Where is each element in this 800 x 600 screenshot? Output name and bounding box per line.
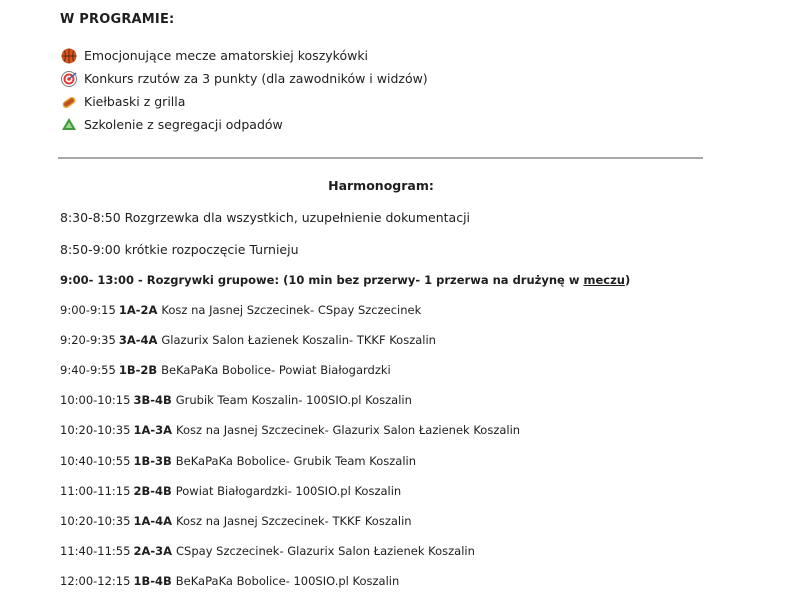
match-code: 1B-2B: [118, 363, 158, 377]
program-heading: W PROGRAMIE:: [60, 12, 175, 27]
match-time: 10:20-10:35: [60, 423, 131, 437]
match-code: 2B-4B: [133, 484, 172, 498]
schedule-intro-warmup: 8:30-8:50 Rozgrzewka dla wszystkich, uzupełnienie dokumentacji: [60, 210, 471, 225]
section-divider: [58, 157, 703, 159]
match-teams: Powiat Białogardzki- 100SIO.pl Koszalin: [175, 484, 402, 498]
match-teams: BeKaPaKa Bobolice- 100SIO.pl Koszalin: [175, 574, 400, 588]
match-code: 3B-4B: [133, 393, 172, 407]
match-row: [60, 514, 412, 528]
schedule-heading: Harmonogram:: [328, 178, 434, 193]
program-item-text: Emocjonujące mecze amatorskiej koszykówki: [84, 48, 369, 63]
match-teams: BeKaPaKa Bobolice- Grubik Team Koszalin: [175, 454, 417, 468]
sausage-icon: [60, 93, 78, 111]
match-row: [60, 574, 399, 588]
match-time: 10:40-10:55: [60, 454, 131, 468]
match-time: 9:20-9:35: [60, 333, 116, 347]
program-item-sausages: [60, 90, 428, 113]
match-row: [60, 423, 520, 437]
match-row: [60, 454, 416, 468]
program-item-text: Szkolenie z segregacji odpadów: [84, 117, 283, 132]
schedule-intro-opening: 8:50-9:00 krótkie rozpoczęcie Turnieju: [60, 242, 299, 257]
match-time: 10:20-10:35: [60, 514, 131, 528]
match-teams: Kosz na Jasnej Szczecinek- CSpay Szczecinek: [161, 303, 422, 317]
match-code: 1B-4B: [133, 574, 172, 588]
match-row: [60, 393, 412, 407]
basketball-icon: [60, 47, 78, 65]
program-item-contest: [60, 67, 428, 90]
match-code: 1B-3B: [133, 454, 172, 468]
group-phase-text: 9:00- 13:00 - Rozgrywki grupowe: (10 min bez przerwy- 1 przerwa na drużynę w: [60, 273, 584, 287]
match-row: [60, 484, 401, 498]
group-phase-line: [60, 273, 630, 287]
match-time: 9:40-9:55: [60, 363, 116, 377]
match-time: 11:00-11:15: [60, 484, 131, 498]
program-item-training: [60, 113, 428, 136]
match-code: 1A-3A: [133, 423, 173, 437]
program-list: [60, 44, 428, 136]
match-row: [60, 303, 421, 317]
group-phase-underlined: meczu: [583, 273, 625, 287]
match-teams: Kosz na Jasnej Szczecinek- TKKF Koszalin: [176, 514, 412, 528]
match-code: 1A-4A: [133, 514, 173, 528]
match-teams: Glazurix Salon Łazienek Koszalin- TKKF Koszalin: [161, 333, 436, 347]
match-code: 3A-4A: [118, 333, 158, 347]
match-teams: Grubik Team Koszalin- 100SIO.pl Koszalin: [175, 393, 412, 407]
match-row: [60, 333, 436, 347]
target-icon: [60, 70, 78, 88]
match-code: 1A-2A: [118, 303, 158, 317]
match-teams: BeKaPaKa Bobolice- Powiat Białogardzki: [161, 363, 391, 377]
program-item-text: Kiełbaski z grilla: [84, 94, 186, 109]
match-code: 2A-3A: [133, 544, 173, 558]
match-time: 9:00-9:15: [60, 303, 116, 317]
match-time: 10:00-10:15: [60, 393, 131, 407]
match-row: [60, 544, 475, 558]
match-teams: CSpay Szczecinek- Glazurix Salon Łazienek Koszalin: [176, 544, 475, 558]
match-row: [60, 363, 391, 377]
match-time: 12:00-12:15: [60, 574, 131, 588]
program-item-basketball: [60, 44, 428, 67]
program-item-text: Konkurs rzutów za 3 punkty (dla zawodników i widzów): [84, 71, 428, 86]
match-teams: Kosz na Jasnej Szczecinek- Glazurix Salon Łazienek Koszalin: [176, 423, 521, 437]
match-time: 11:40-11:55: [60, 544, 131, 558]
recycling-icon: [60, 116, 78, 134]
group-phase-end: ): [624, 273, 631, 287]
